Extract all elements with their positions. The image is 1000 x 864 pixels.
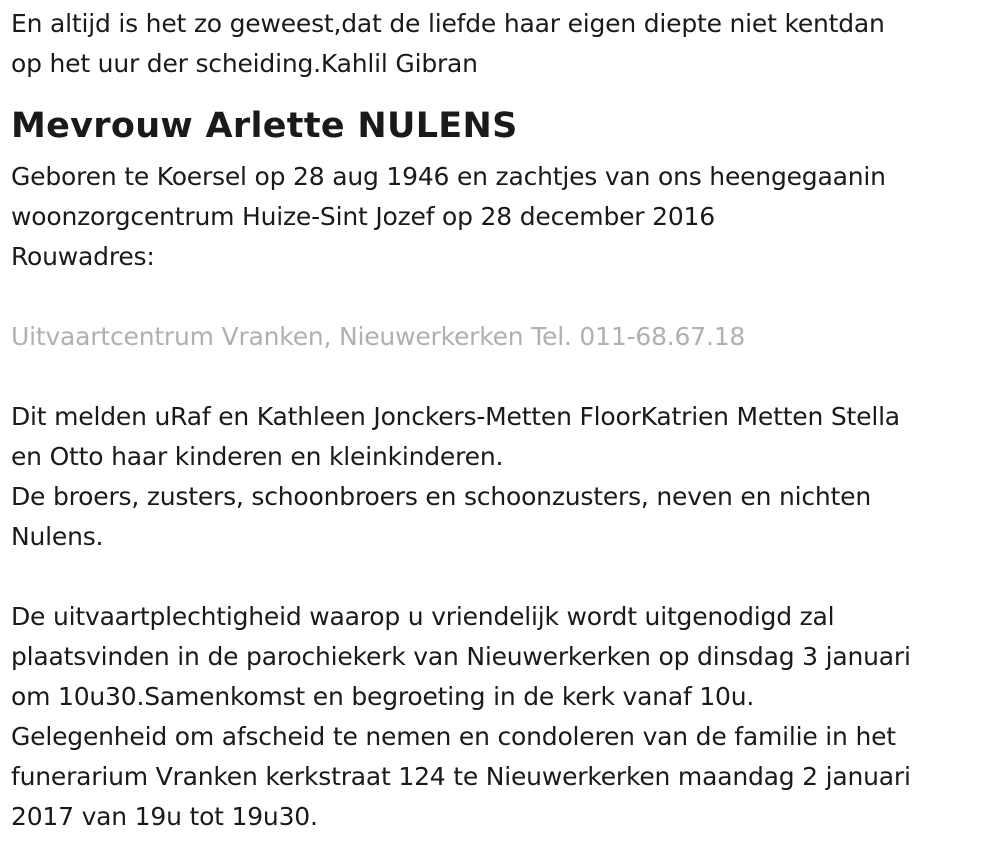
ceremony-line: Gelegenheid om afscheid te nemen en condoleren van de familie in het [11,722,896,751]
details-line: Rouwadres: [11,242,155,271]
announcement-line: De broers, zusters, schoonbroers en schoonzusters, neven en nichten [11,482,871,511]
spacer [11,277,996,317]
announcement-line: en Otto haar kinderen en kleinkinderen. [11,442,504,471]
ceremony-line: om 10u30.Samenkomst en begroeting in de kerk vanaf 10u. [11,682,755,711]
announcement-line: Dit melden uRaf en Kathleen Jonckers-Metten FloorKatrien Metten Stella [11,402,900,431]
obituary-notice [11,0,996,837]
quote-line: op het uur der scheiding.Kahlil Gibran [11,49,478,78]
birth-death-details [11,157,996,277]
deceased-name: Mevrouw Arlette NULENS [11,106,518,146]
details-line: Geboren te Koersel op 28 aug 1946 en zachtjes van ons heengegaanin [11,162,886,191]
ceremony-line: funerarium Vranken kerkstraat 124 te Nieuwerkerken maandag 2 januari [11,762,911,791]
details-line: woonzorgcentrum Huize-Sint Jozef op 28 december 2016 [11,202,715,231]
ceremony-line: 2017 van 19u tot 19u30. [11,802,318,831]
ceremony-info [11,597,996,837]
ceremony-line: De uitvaartplechtigheid waarop u vriendelijk wordt uitgenodigd zal [11,602,835,631]
family-announcement [11,397,996,557]
announcement-line: Nulens. [11,522,104,551]
spacer [11,557,996,597]
quote-block [11,4,996,84]
ceremony-line: plaatsvinden in de parochiekerk van Nieuwerkerken op dinsdag 3 januari [11,642,911,671]
spacer [11,357,996,397]
quote-line: En altijd is het zo geweest,dat de liefde haar eigen diepte niet kentdan [11,9,885,38]
mourning-address: Uitvaartcentrum Vranken, Nieuwerkerken Tel. 011-68.67.18 [11,322,746,351]
